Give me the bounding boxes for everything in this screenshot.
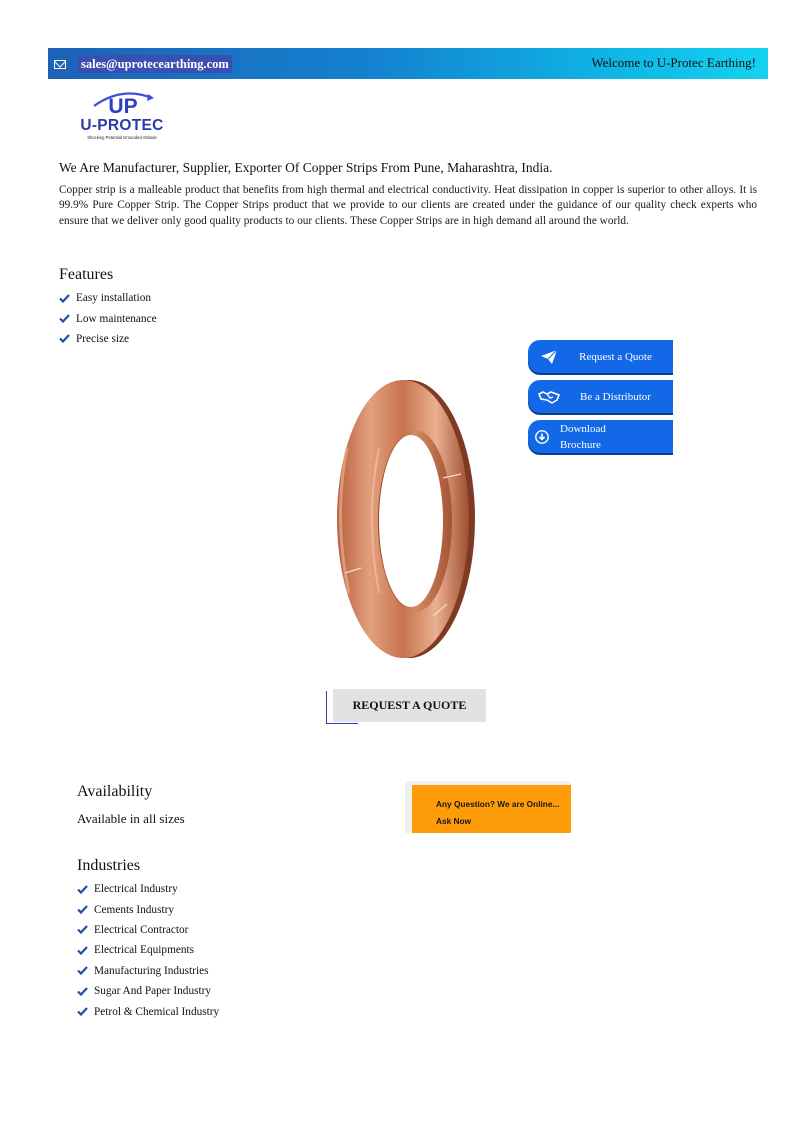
availability-text: Available in all sizes [77,811,185,826]
request-quote-label: Request a Quote [579,350,652,363]
industry-label: Cements Industry [94,903,175,916]
chat-box[interactable] [412,785,571,833]
request-quote-button[interactable]: REQUEST A QUOTE [333,689,486,722]
download-brochure-label [550,421,673,453]
email-contact[interactable] [54,55,232,73]
list-item [77,1001,219,1021]
be-distributor-button[interactable] [528,380,673,413]
industries-heading: Industries [77,857,141,874]
brochure-label-line1: Download [560,422,606,435]
check-icon [77,905,88,914]
check-icon [59,294,70,303]
check-icon [77,946,88,955]
check-icon [59,334,70,343]
list-item [77,961,219,981]
list-item [77,920,219,940]
check-icon [77,885,88,894]
intro-paragraph: Copper strip is a malleable product that benefits from high thermal and electrical conductivity. Heat dissipation in copper is superior to other alloys. It is 99.9% Pure Copper Strip. The Copper Strips product that we provide to our clients are created under the guidance of our quality check experts who ensure that we deliver only good quality products to our clients. These Copper Strips are in high demand all around the world. [59,184,757,227]
check-icon [77,1007,88,1016]
industry-label: Petrol & Chemical Industry [94,1005,220,1018]
brochure-label-line2: Brochure [560,438,601,451]
list-item [77,899,219,919]
be-distributor-label: Be a Distributor [580,390,651,403]
top-bar [48,48,768,79]
chat-widget[interactable] [405,781,571,833]
download-brochure-button[interactable] [528,420,673,453]
feature-label: Precise size [76,332,130,345]
request-quote-button-wrap [325,689,487,725]
list-item [77,879,219,899]
u-protec-logo[interactable] [64,88,184,144]
features-list [59,288,157,349]
check-icon [77,966,88,975]
welcome-text: Welcome to U-Protec Earthing! [591,55,756,70]
industry-label: Electrical Contractor [94,923,189,936]
list-item [77,940,219,960]
list-item [59,308,157,328]
feature-label: Easy installation [76,292,151,305]
logo-name: U-PROTEC [80,117,164,134]
logo-mark: UP [108,95,138,118]
check-icon [77,925,88,934]
industry-label: Manufacturing Industries [94,964,209,977]
industry-label: Electrical Industry [94,883,178,896]
list-item [59,288,157,308]
copper-strip-image [335,378,477,660]
list-item [59,329,157,349]
list-item [77,981,219,1001]
request-quote-side-button[interactable] [528,340,673,373]
handshake-icon [534,390,564,404]
availability-heading: Availability [77,783,153,800]
mail-icon [54,60,66,69]
paper-plane-icon [534,350,564,364]
industries-list [77,879,219,1022]
chat-question: Any Question? We are Online... [436,799,560,809]
download-icon [534,430,550,444]
features-heading: Features [59,266,114,283]
feature-label: Low maintenance [76,312,157,325]
intro-heading: We Are Manufacturer, Supplier, Exporter Of Copper Strips From Pune, Maharashtra, India. [59,160,553,175]
email-link[interactable]: sales@uprotecearthing.com [78,55,232,73]
check-icon [59,314,70,323]
industry-label: Sugar And Paper Industry [94,985,212,998]
industry-label: Electrical Equipments [94,944,195,957]
logo-tagline: Shocking Potential Grounded Attitude [87,135,157,140]
ask-now-link[interactable]: Ask Now [436,816,472,826]
check-icon [77,987,88,996]
